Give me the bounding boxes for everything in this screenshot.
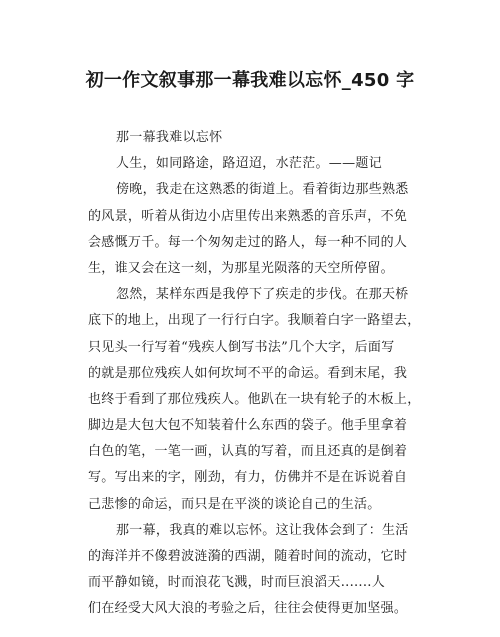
text-line: 只见头一行写着“残疾人倒写书法”几个大字，后面写 bbox=[88, 339, 395, 355]
text-line: 的就是那位残疾人如何坎坷不平的命运。看到末尾，我 bbox=[88, 365, 408, 381]
text-line: 那一幕，我真的难以忘怀。这让我体会到了：生活 bbox=[116, 522, 409, 538]
text-line: 而平静如镜，时而浪花飞溅，时而巨浪滔天.......人 bbox=[88, 575, 386, 591]
text-line: 傍晚，我走在这熟悉的街道上。看着街边那些熟悉 bbox=[116, 182, 409, 198]
text-line: 写。写出来的字，刚劲，有力，仿佛并不是在诉说着自 bbox=[88, 470, 408, 486]
text-line: 也终于看到了那位残疾人。他趴在一块有轮子的木板上， bbox=[88, 391, 421, 407]
text-line: 会感慨万千。每一个匆匆走过的路人，每一种不同的人 bbox=[88, 234, 408, 250]
text-line: 底下的地上，出现了一行行白字。我顺着白字一路望去， bbox=[88, 313, 421, 329]
text-line: 忽然，某样东西是我停下了疾走的步伐。在那天桥 bbox=[116, 287, 409, 303]
text-line: 人生，如同路途，路迢迢，水茫茫。——题记 bbox=[116, 156, 383, 172]
text-line: 的海洋并不像碧波涟漪的西湖，随着时间的流动，它时 bbox=[88, 549, 408, 564]
text-line: 的风景，听着从街边小店里传出来熟悉的音乐声，不免 bbox=[88, 208, 408, 224]
text-line: 生，谁又会在这一刻，为那星光陨落的天空所停留。 bbox=[88, 260, 394, 276]
text-line: 们在经受大风大浪的考验之后，往往会使得更加坚强。 bbox=[88, 601, 408, 617]
text-line: 己悲惨的命运，而只是在平淡的谈论自己的生活。 bbox=[88, 496, 381, 512]
text-line: 白色的笔，一笔一画，认真的写着，而且还真的是倒着 bbox=[88, 444, 408, 460]
essay-subtitle: 那一幕我难以忘怀 bbox=[116, 130, 223, 145]
text-line: 脚边是大包大包不知装着什么东西的袋子。他手里拿着 bbox=[88, 418, 408, 434]
document-body bbox=[88, 125, 424, 623]
document-title: 初一作文叙事那一幕我难以忘怀_450 字 bbox=[85, 70, 415, 91]
